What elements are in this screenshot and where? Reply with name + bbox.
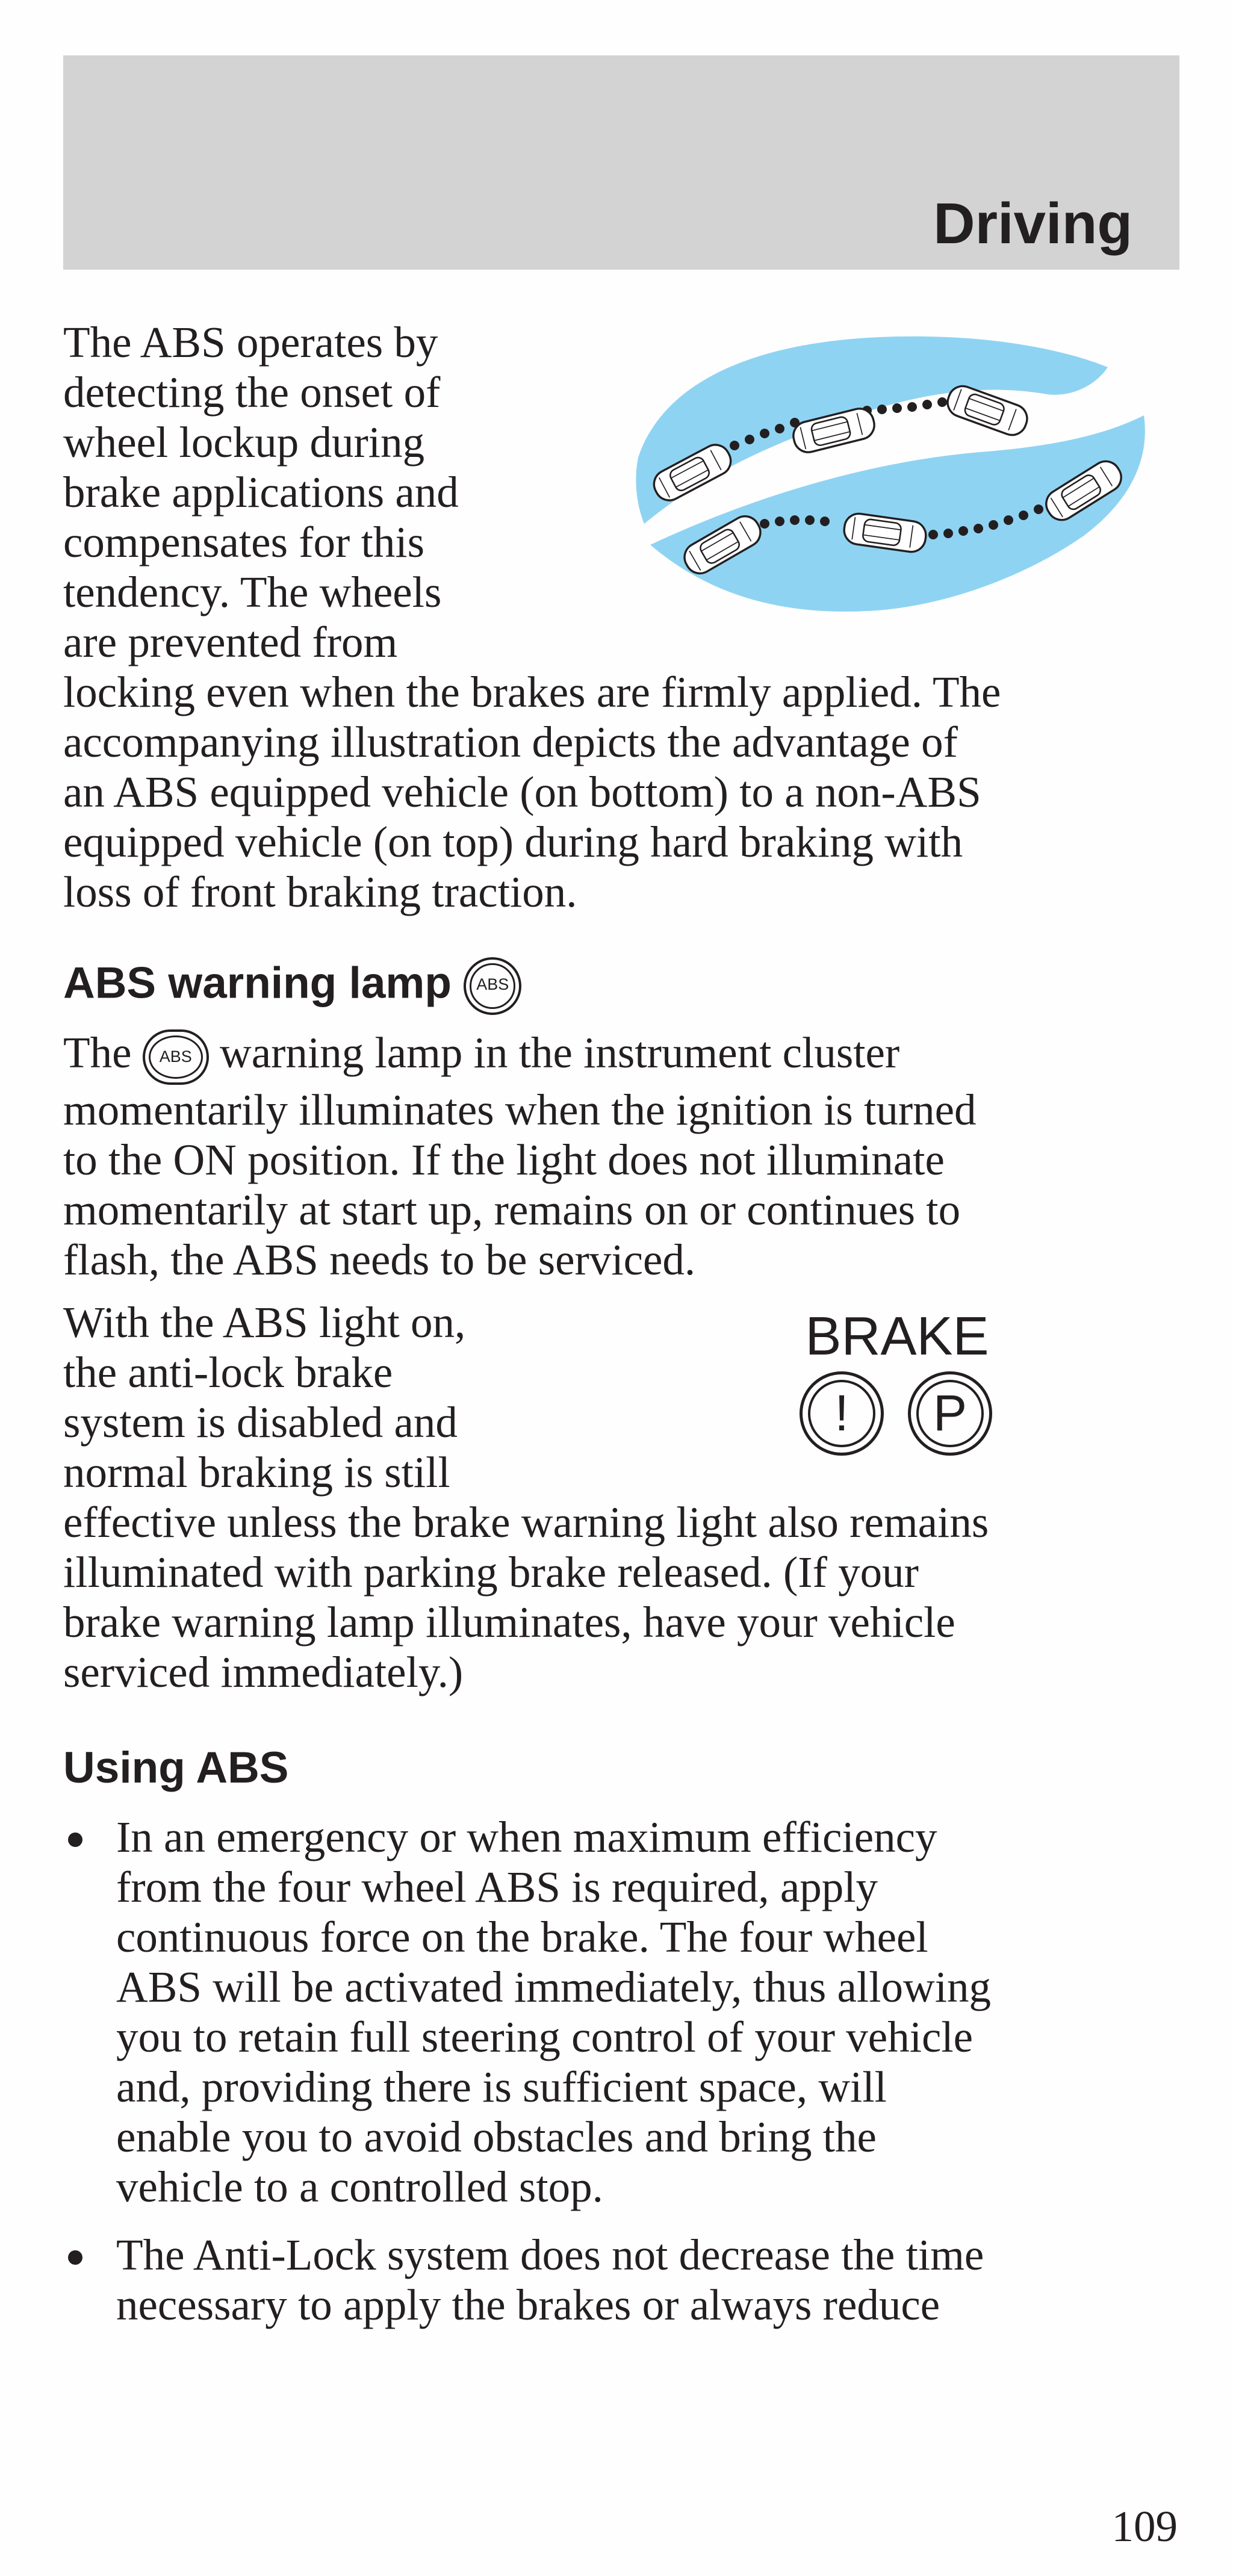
text-line: are prevented from <box>63 618 398 666</box>
text-line: loss of front braking traction. <box>63 867 577 916</box>
abs-lamp-paragraph <box>63 1028 1183 1285</box>
text-line: continuous force on the brake. The four wheel <box>116 1913 928 1961</box>
section-header-bar <box>63 55 1179 270</box>
text-line: equipped vehicle (on top) during hard braking with <box>63 818 963 866</box>
text-line: flash, the ABS needs to be serviced. <box>63 1235 696 1285</box>
abs-lamp-icon: ABS <box>143 1029 209 1085</box>
text-line: momentarily illuminates when the ignition is turned <box>63 1085 977 1135</box>
text-line: The ABS operates by <box>63 318 438 367</box>
text-line: locking even when the brakes are firmly applied. The <box>63 668 1001 716</box>
text-line: brake warning lamp illuminates, have your vehicle <box>63 1598 955 1646</box>
brake-label: BRAKE <box>805 1306 989 1367</box>
parking-brake-icon: P <box>908 1371 992 1456</box>
bullet-icon <box>68 2250 82 2265</box>
text-line: system is disabled and <box>63 1398 458 1447</box>
text-line: compensates for this <box>63 518 425 566</box>
text-line: tendency. The wheels <box>63 568 442 616</box>
text-line: wheel lockup during <box>63 418 425 467</box>
text-line: brake applications and <box>63 468 459 517</box>
text-line: In an emergency or when maximum efficiency <box>116 1813 937 1861</box>
text-line: you to retain full steering control of your vehicle <box>116 2013 974 2061</box>
text-line: necessary to apply the brakes or always reduce <box>116 2280 940 2329</box>
abs-light-on-paragraph <box>63 1297 1183 1697</box>
brake-exclamation-icon: ! <box>800 1371 884 1456</box>
page-number: 109 <box>1111 2502 1178 2551</box>
list-item <box>63 1812 1183 2212</box>
text-line: vehicle to a controlled stop. <box>116 2162 603 2211</box>
text-line: and, providing there is sufficient space, will <box>116 2062 887 2111</box>
abs-lamp-icon: ABS <box>464 957 521 1015</box>
text-line: The Anti-Lock system does not decrease the time <box>116 2230 984 2279</box>
heading-text: ABS warning lamp <box>63 958 452 1008</box>
text-line: serviced immediately.) <box>63 1648 464 1696</box>
text-line: accompanying illustration depicts the advantage of <box>63 718 958 766</box>
section-title: Driving <box>933 191 1132 256</box>
text-line: momentarily at start up, remains on or continues to <box>63 1185 961 1235</box>
text-line: to the ON position. If the light does not illuminate <box>63 1135 945 1185</box>
bullet-icon <box>68 1833 82 1847</box>
abs-warning-lamp-heading <box>63 957 521 1015</box>
text-line: normal braking is still <box>63 1448 450 1497</box>
intro-paragraph <box>63 317 1183 917</box>
text-line: illuminated with parking brake released. (If your <box>63 1548 919 1597</box>
text-line: ABS will be activated immediately, thus allowing <box>116 1963 991 2011</box>
text-line: effective unless the brake warning light also remains <box>63 1498 989 1547</box>
text-line: from the four wheel ABS is required, apply <box>116 1863 878 1911</box>
using-abs-bullet-list <box>63 1812 1183 2330</box>
text-line: The ABS warning lamp in the instrument cluster <box>63 1028 1183 1085</box>
text-line: With the ABS light on, <box>63 1298 466 1347</box>
list-item <box>63 2230 1183 2330</box>
text-line: detecting the onset of <box>63 368 441 417</box>
text-line: the anti-lock brake <box>63 1348 393 1397</box>
text-line: an ABS equipped vehicle (on bottom) to a non-ABS <box>63 768 981 816</box>
text-line: enable you to avoid obstacles and bring the <box>116 2112 877 2161</box>
using-abs-heading: Using ABS <box>63 1743 289 1792</box>
